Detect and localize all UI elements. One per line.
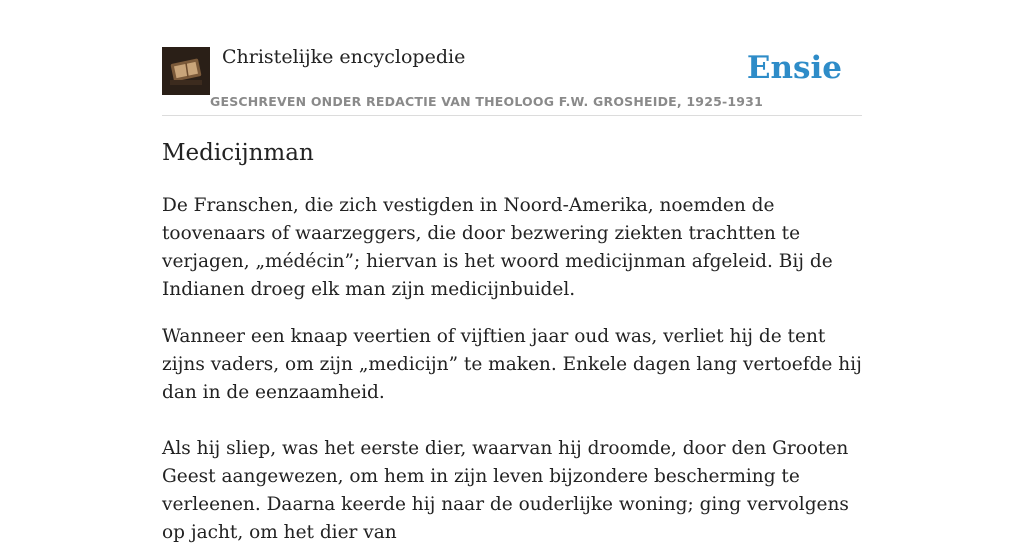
header: [162, 44, 862, 116]
book-avatar-icon[interactable]: [162, 47, 210, 95]
article-title: Medicijnman: [162, 140, 314, 166]
ensie-logo-link[interactable]: Ensie: [746, 50, 842, 86]
book-title[interactable]: Christelijke encyclopedie: [222, 46, 466, 68]
article-paragraph: Wanneer een knaap veertien of vijftien jaar oud was, verliet hij de tent zijns vaders, om zijn „medicijn” te maken. Enkele dagen lang vertoefde hij dan in de eenzaamheid.: [162, 326, 862, 403]
article-content: [162, 192, 862, 547]
book-subtitle: GESCHREVEN ONDER REDACTIE VAN THEOLOOG F.W. GROSHEIDE, 1925-1931: [210, 94, 763, 109]
article-paragraph: Als hij sliep, was het eerste dier, waarvan hij droomde, door den Grooten Geest aangewezen, om hem in zijn leven bijzondere bescherming te verleenen. Daarna keerde hij naar de ouderlijke woning; ging vervolgens op jacht, om het dier van: [162, 438, 849, 543]
article-paragraph: De Franschen, die zich vestigden in Noord-Amerika, noemden de toovenaars of waarzeggers, die door bezwering ziekten trachtten te verjagen, „médécin”; hiervan is het woord medicijnman afgeleid. Bij de Indianen droeg elk man zijn medicijnbuidel.: [162, 195, 833, 300]
book-thumbnail-image: [162, 47, 210, 95]
